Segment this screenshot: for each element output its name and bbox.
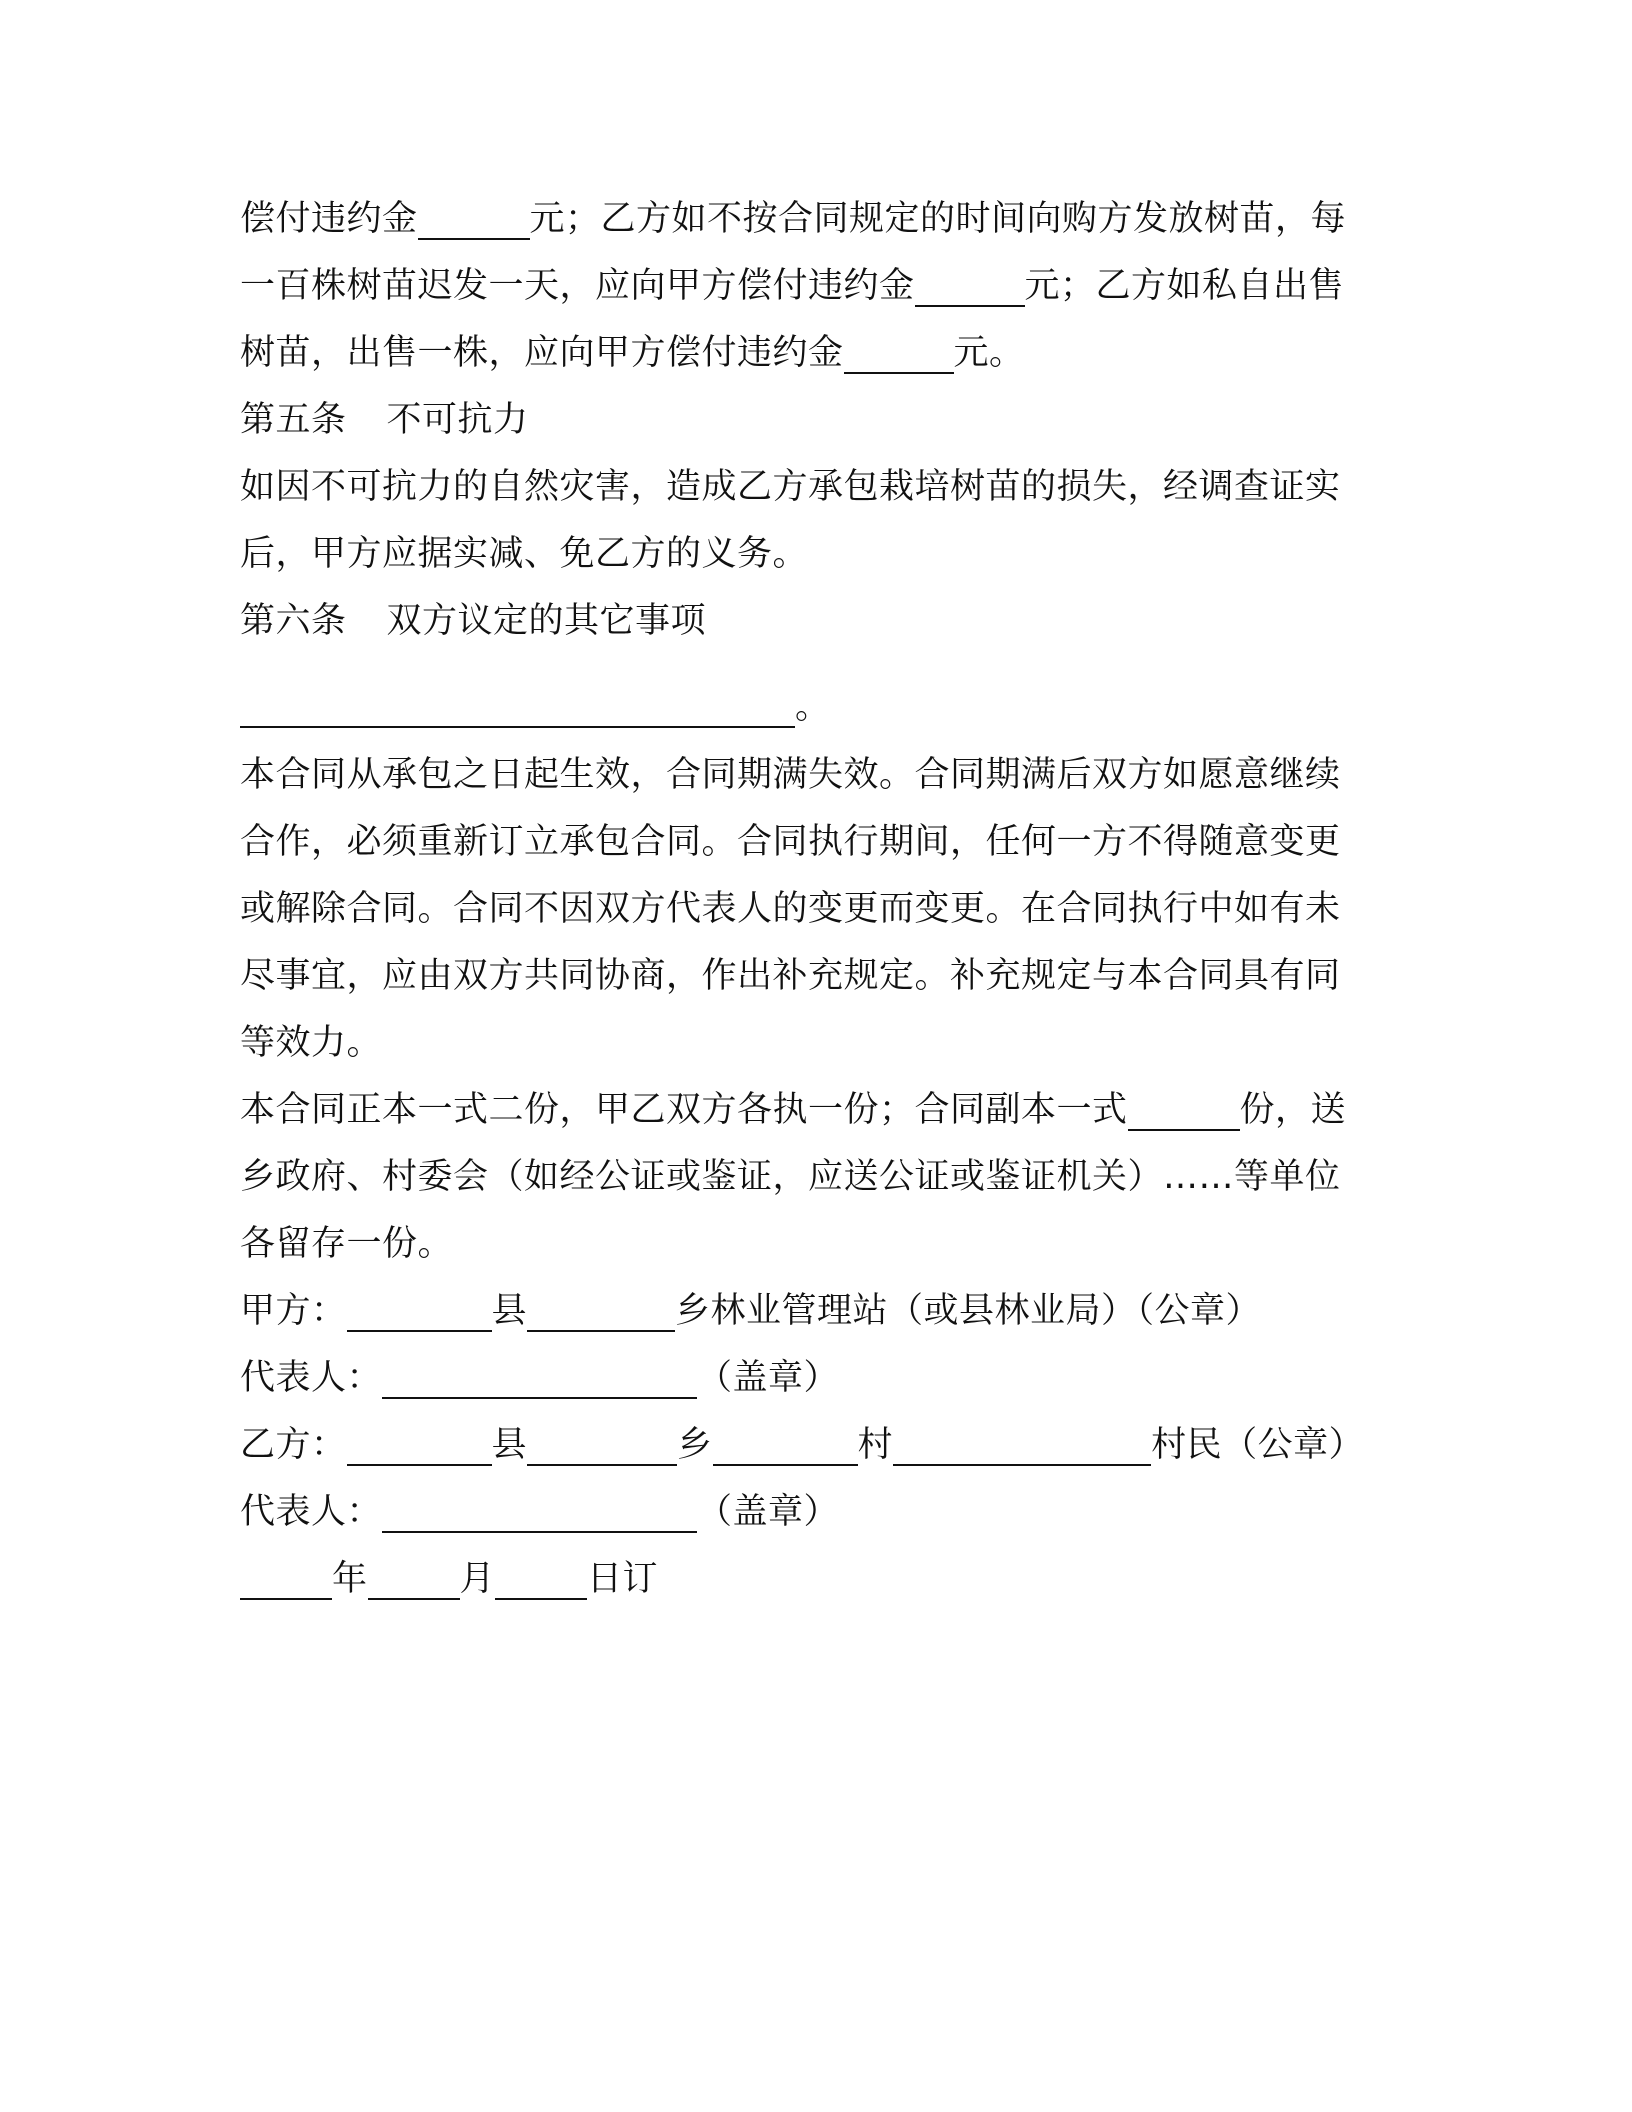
blank-field — [368, 1560, 460, 1600]
text-segment: 各留存一份。 — [240, 1224, 454, 1264]
blank-field — [915, 267, 1025, 307]
party-label: 甲方： — [240, 1291, 347, 1331]
blank-field — [382, 1359, 697, 1399]
contract-page — [240, 186, 1390, 1613]
date-year-label: 年 — [332, 1559, 368, 1599]
rep-a-line — [240, 1345, 1390, 1412]
blank-field — [418, 200, 530, 240]
blank-field — [495, 1560, 587, 1600]
validity-line-1 — [240, 742, 1390, 809]
date-day-label: 日订 — [587, 1559, 659, 1599]
article-5-body-1 — [240, 454, 1390, 521]
article-title: 不可抗力 — [386, 400, 529, 440]
text-segment: 偿付违约金 — [240, 199, 418, 239]
copies-line-3 — [240, 1211, 1390, 1278]
blank-field — [1128, 1091, 1240, 1131]
text-segment: 或解除合同。合同不因双方代表人的变更而变更。在合同执行中如有未 — [240, 889, 1341, 929]
text-segment: 一百株树苗迟发一天，应向甲方偿付违约金 — [240, 266, 915, 306]
article-title: 双方议定的其它事项 — [386, 601, 707, 641]
text-segment: 本合同正本一式二份，甲乙双方各执一份；合同副本一式 — [240, 1090, 1128, 1130]
validity-line-3 — [240, 876, 1390, 943]
party-b-line — [240, 1412, 1390, 1479]
blank-field — [240, 688, 795, 728]
text-segment: 树苗，出售一株，应向甲方偿付违约金 — [240, 333, 844, 373]
penalty-line-3 — [240, 320, 1390, 387]
rep-b-line — [240, 1479, 1390, 1546]
party-label: 乙方： — [240, 1425, 347, 1465]
date-line — [240, 1546, 1390, 1613]
text-segment: 本合同从承包之日起生效，合同期满失效。合同期满后双方如愿意继续 — [240, 755, 1341, 795]
text-segment: 份，送 — [1239, 1090, 1347, 1130]
blank-field — [527, 1426, 677, 1466]
validity-line-2 — [240, 809, 1390, 876]
blank-field — [893, 1426, 1151, 1466]
blank-field — [240, 1560, 332, 1600]
text-segment: 村民（公章） — [1151, 1425, 1365, 1465]
text-segment: 乡林业管理站（或县林业局）（公章） — [675, 1291, 1262, 1331]
text-segment: 元；乙方如不按合同规定的时间向购方发放树苗，每 — [529, 199, 1347, 239]
text-segment: 县 — [491, 1291, 528, 1331]
date-month-label: 月 — [459, 1559, 496, 1599]
article-5-heading — [240, 387, 1390, 454]
blank-field — [347, 1426, 492, 1466]
text-segment: 合作，必须重新订立承包合同。合同执行期间，任何一方不得随意变更 — [240, 822, 1341, 862]
text-segment: 尽事宜，应由双方共同协商，作出补充规定。补充规定与本合同具有同 — [240, 956, 1341, 996]
article-6-heading — [240, 588, 1390, 655]
text-segment: 。 — [795, 687, 831, 727]
blank-field — [713, 1426, 858, 1466]
penalty-line-1 — [240, 186, 1390, 253]
seal-note: （盖章） — [697, 1492, 840, 1532]
blank-field — [527, 1292, 675, 1332]
text-segment: 乡 — [677, 1425, 713, 1465]
rep-label: 代表人： — [240, 1358, 383, 1398]
text-segment: 村 — [857, 1425, 894, 1465]
text-segment: 如因不可抗力的自然灾害，造成乙方承包栽培树苗的损失，经调查证实 — [240, 467, 1341, 507]
article-number: 第五条 — [240, 400, 347, 440]
article-number: 第六条 — [240, 601, 347, 641]
blank-field — [844, 334, 954, 374]
copies-line-2 — [240, 1144, 1390, 1211]
article-5-body-2 — [240, 521, 1390, 588]
text-segment: 元；乙方如私自出售 — [1024, 266, 1345, 306]
validity-line-5 — [240, 1010, 1390, 1077]
article-6-blank-line — [240, 655, 1390, 742]
validity-line-4 — [240, 943, 1390, 1010]
party-a-line — [240, 1278, 1390, 1345]
text-segment: 元。 — [953, 333, 1025, 373]
text-segment: 乡政府、村委会（如经公证或鉴证，应送公证或鉴证机关）……等单位 — [240, 1157, 1341, 1197]
blank-field — [347, 1292, 492, 1332]
text-segment: 等效力。 — [240, 1023, 383, 1063]
seal-note: （盖章） — [697, 1358, 840, 1398]
rep-label: 代表人： — [240, 1492, 383, 1532]
penalty-line-2 — [240, 253, 1390, 320]
blank-field — [382, 1493, 697, 1533]
text-segment: 县 — [491, 1425, 528, 1465]
text-segment: 后，甲方应据实减、免乙方的义务。 — [240, 534, 809, 574]
copies-line-1 — [240, 1077, 1390, 1144]
